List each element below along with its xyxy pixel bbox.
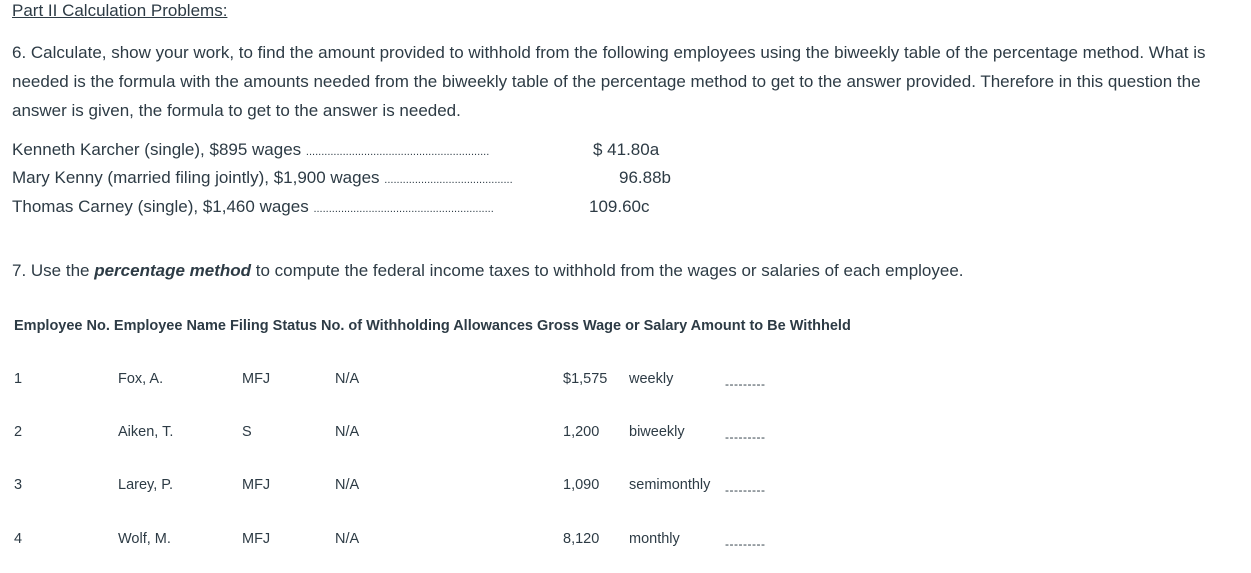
allowances: N/A: [335, 424, 360, 440]
employee-no: 1: [14, 371, 23, 387]
section-title: Part II Calculation Problems:: [12, 1, 228, 20]
question-6-text: 6. Calculate, show your work, to find the amount provided to withhold from the following employees using the biweekly table of the percentage method. What is needed is the formula with the amounts needed from the biweekly table of the percentage method to get to the answer provided. Therefore in this question the answer is given, the formula to get to the answer is needed.: [12, 43, 1206, 120]
employee-name: Wolf, M.: [118, 531, 171, 547]
employee-label: Mary Kenny (married filing jointly), $1,900 wages: [12, 168, 380, 187]
employee-amount: 109.60c: [589, 197, 650, 216]
pay-period: biweekly: [629, 424, 685, 440]
employee-amount: $ 41.80a: [593, 140, 660, 159]
answer-blank: ---------: [725, 537, 766, 551]
gross-amount: 1,200: [563, 424, 600, 440]
dot-leaders: ..........................................: [384, 174, 513, 186]
pay-period: monthly: [629, 531, 680, 547]
answer-blank: ---------: [725, 430, 766, 444]
filing-status: MFJ: [242, 531, 271, 547]
gross-amount: 8,120: [563, 531, 600, 547]
filing-status: S: [242, 424, 252, 440]
dot-leaders: ...........................................................: [313, 203, 494, 215]
gross-amount: 1,090: [563, 477, 600, 493]
dot-leaders: ............................................................: [305, 146, 490, 158]
employee-label: Kenneth Karcher (single), $895 wages: [12, 140, 302, 159]
pay-period: semimonthly: [629, 477, 711, 493]
employee-name: Larey, P.: [118, 477, 174, 493]
employee-label: Thomas Carney (single), $1,460 wages: [12, 197, 309, 216]
q7-prefix: 7. Use the: [12, 261, 95, 280]
employee-no: 4: [14, 531, 23, 547]
employee-line-kenny: [12, 168, 513, 188]
answer-blank: ---------: [725, 483, 766, 497]
employee-name: Aiken, T.: [118, 424, 174, 440]
filing-status: MFJ: [242, 477, 271, 493]
gross-amount: $1,575: [563, 371, 608, 387]
employee-no: 3: [14, 477, 23, 493]
table-header: Employee No. Employee Name Filing Status No. of Withholding Allowances Gross Wage or Salary Amount to Be Withheld: [14, 318, 851, 334]
employee-line-karcher: [12, 140, 489, 160]
q7-emphasis: percentage method: [94, 261, 252, 280]
employee-name: Fox, A.: [118, 371, 164, 387]
q7-suffix: to compute the federal income taxes to withhold from the wages or salaries of each employee.: [251, 261, 964, 280]
employee-no: 2: [14, 424, 23, 440]
allowances: N/A: [335, 371, 360, 387]
pay-period: weekly: [629, 371, 674, 387]
employee-line-carney: [12, 197, 494, 217]
filing-status: MFJ: [242, 371, 271, 387]
employee-amount: 96.88b: [619, 168, 671, 187]
question-7-text: [12, 261, 964, 281]
answer-blank: ---------: [725, 377, 766, 391]
allowances: N/A: [335, 531, 360, 547]
allowances: N/A: [335, 477, 360, 493]
